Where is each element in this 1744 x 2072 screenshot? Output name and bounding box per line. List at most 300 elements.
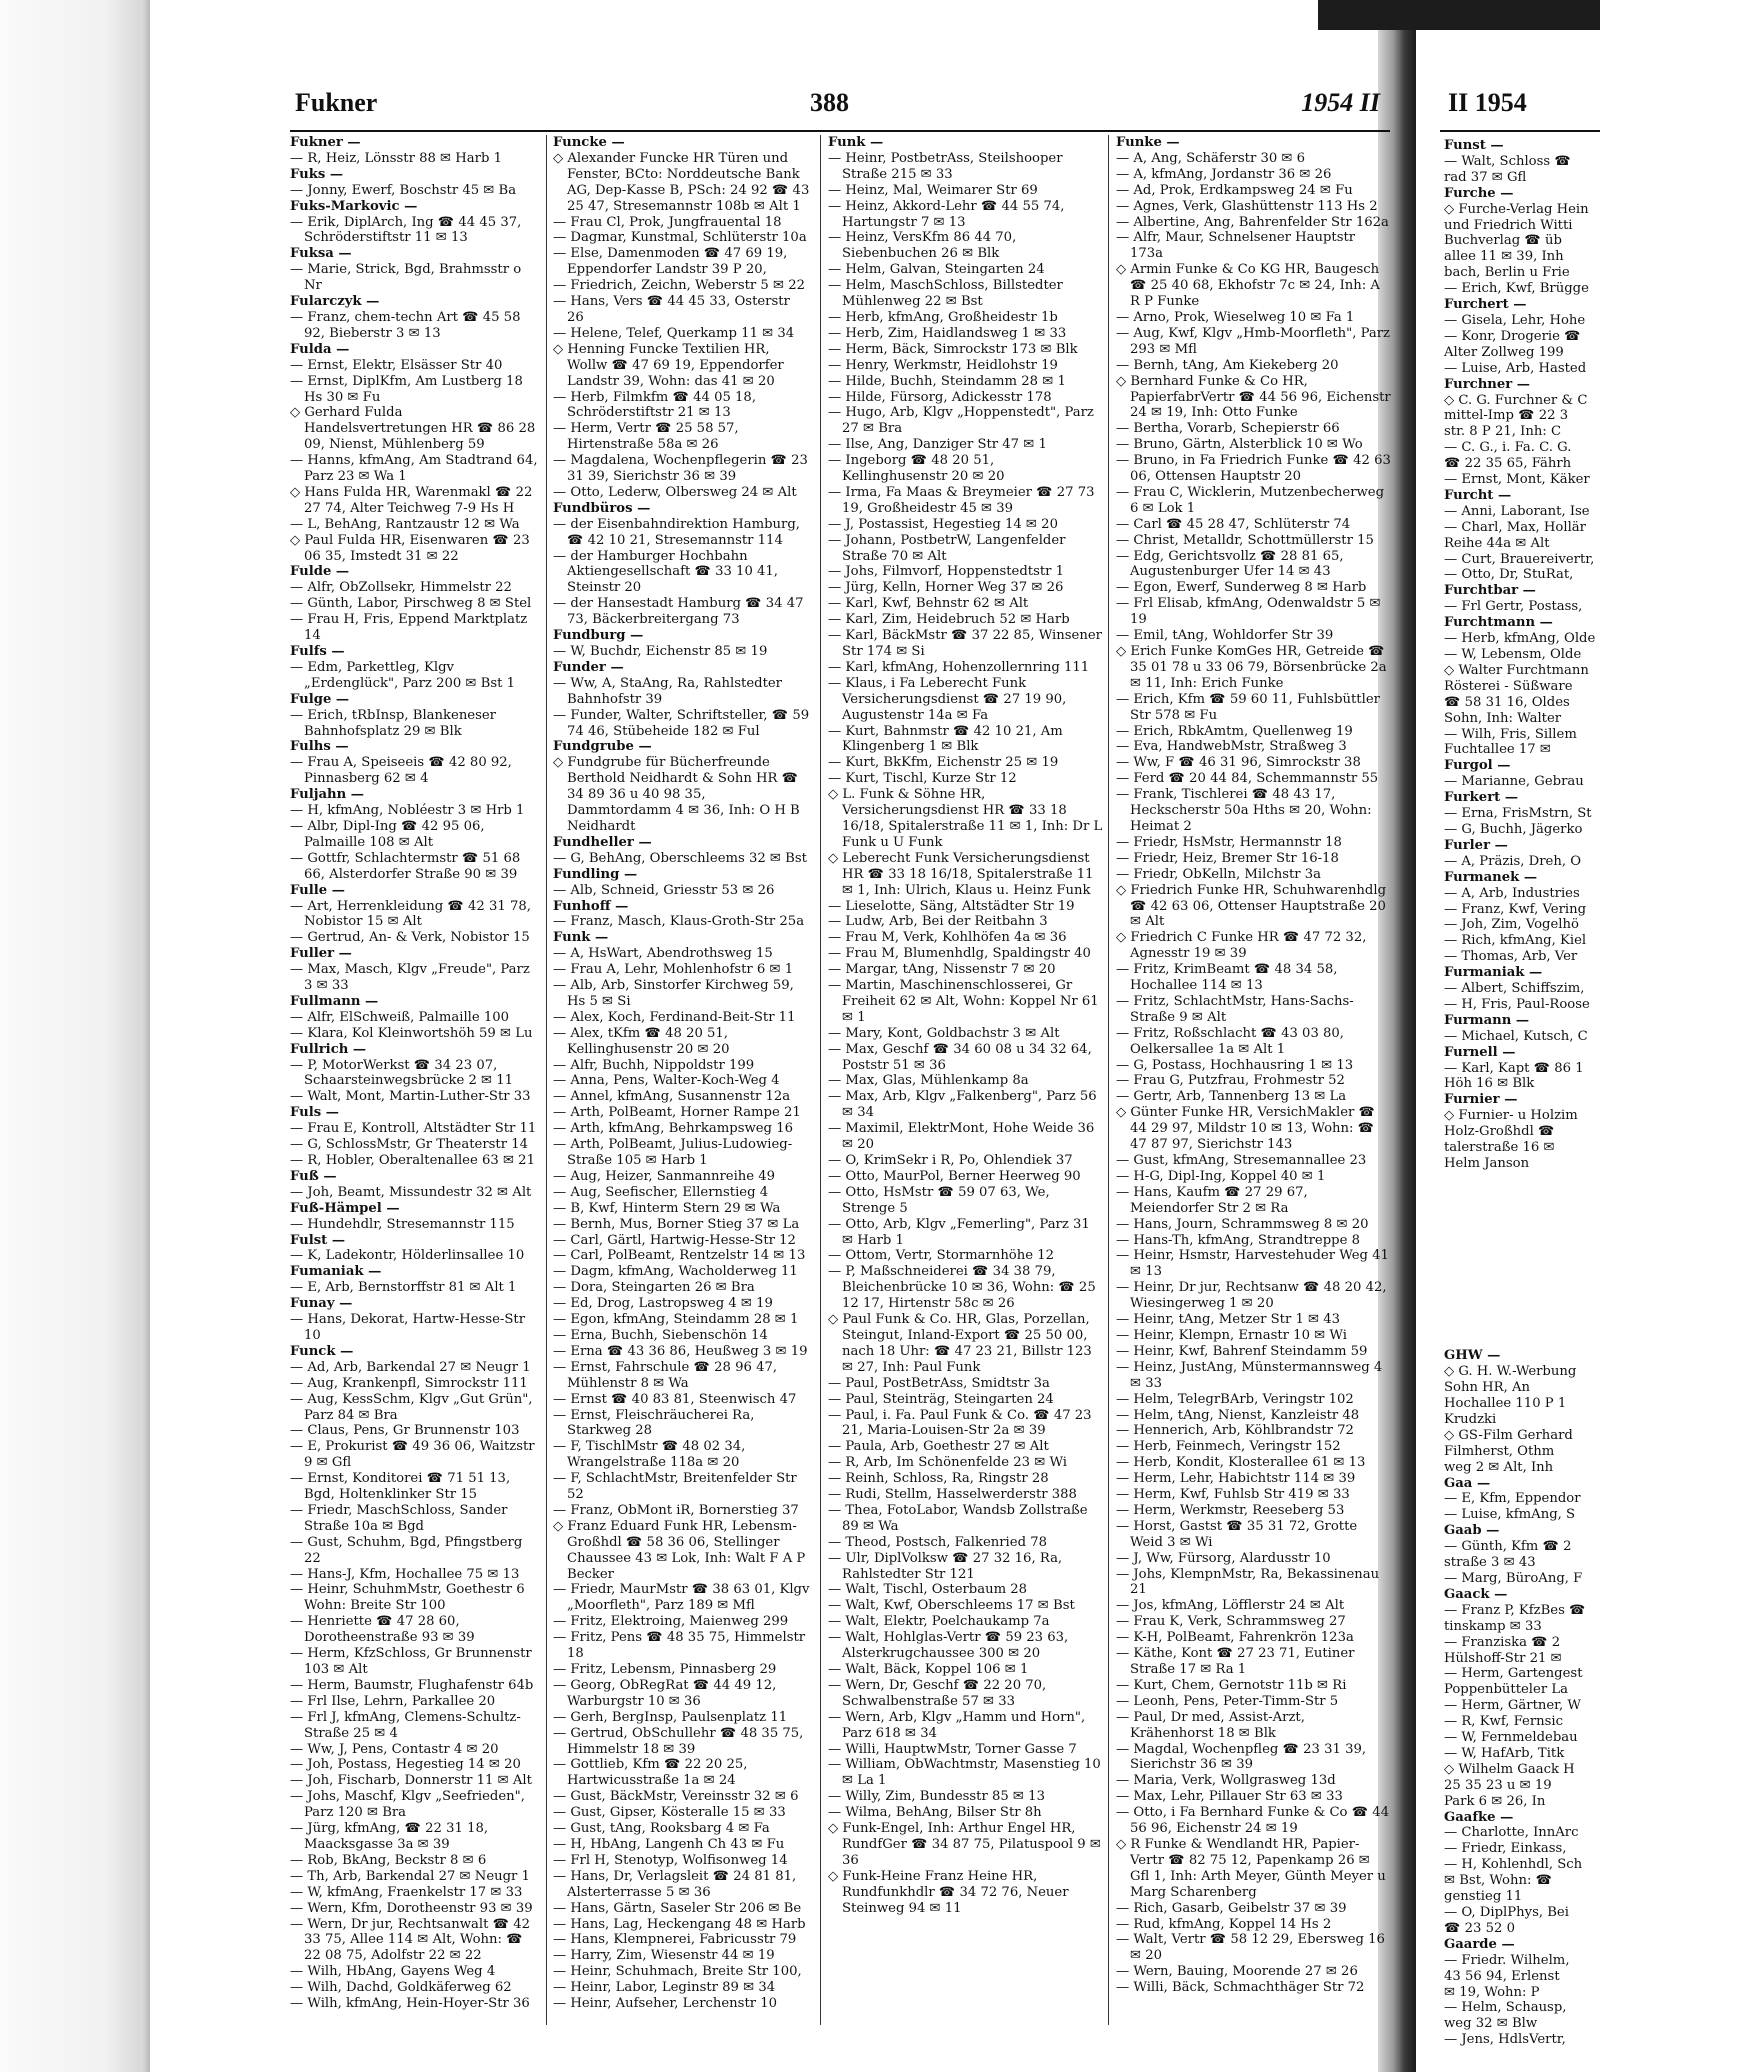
person-entry: — Erich, tRbInsp, Blankeneser Bahnhofsplatz 29 ✉ Blk (290, 707, 496, 739)
person-entry: — Frl J, kfmAng, Clemens-Schultz-Straße 25 ✉ 4 (290, 1709, 521, 1741)
person-entry: — Bruno, Gärtn, Alsterblick 10 ✉ Wo (1116, 437, 1363, 453)
firm-entry: ◇ Friedrich C Funke HR ☎ 47 72 32, Agnesstr 19 ✉ 39 (1116, 930, 1367, 962)
column-divider (820, 135, 821, 2025)
person-entry: — Georg, ObRegRat ☎ 44 49 12, Warburgstr 10 ✉ 36 (553, 1677, 777, 1709)
person-entry: — J, Ww, Fürsorg, Alardusstr 10 (1116, 1550, 1331, 1566)
person-entry: — Hans, Kaufm ☎ 27 29 67, Meiendorfer Str 2 ✉ Ra (1116, 1184, 1308, 1216)
person-entry: — Friedr, MaschSchloss, Sander Straße 10a ✉ Bgd (290, 1502, 508, 1534)
surname-heading: Furmaniak — (1444, 965, 1543, 981)
person-entry: — Frl Gertr, Postass, (1444, 599, 1583, 615)
person-entry: — Willy, Zim, Bundesstr 85 ✉ 13 (828, 1789, 1045, 1805)
person-entry: — Charlotte, InnArc (1444, 1825, 1579, 1841)
person-entry: Sohn, Inh: Walter (1444, 710, 1562, 726)
firm-entry: ◇ Funk-Heine Franz Heine HR, Rundfunkhdlr ☎ 34 72 76, Neuer Steinweg 94 ✉ 11 (828, 1868, 1069, 1916)
person-entry: — Wilma, BehAng, Bilser Str 8h (828, 1805, 1042, 1821)
person-entry: — Hans, Journ, Schrammsweg 8 ✉ 20 (1116, 1216, 1369, 1232)
person-entry: — Karl, Zim, Heidebruch 52 ✉ Harb (828, 612, 1070, 628)
person-entry: — F, TischlMstr ☎ 48 02 34, Wrangelstraße 118a ✉ 20 (553, 1439, 746, 1471)
surname-heading: Fuks — (290, 166, 344, 182)
person-entry: — Bernh, Mus, Borner Stieg 37 ✉ La (553, 1216, 800, 1232)
person-entry: — Hugo, Arb, Klgv „Hoppenstedt", Parz 27 ✉ Bra (828, 405, 1094, 437)
person-entry: — Walt, Vertr ☎ 58 12 29, Ebersweg 16 ✉ 20 (1116, 1932, 1385, 1964)
column-right-page (1444, 138, 1744, 2048)
person-entry: — Dagmar, Kunstmal, Schlüterstr 10a (553, 230, 807, 246)
person-entry: — Max, Arb, Klgv „Falkenberg", Parz 56 ✉ 34 (828, 1089, 1097, 1121)
person-entry: — Dagm, kfmAng, Wacholderweg 11 (553, 1264, 798, 1280)
person-entry: — Michael, Kutsch, C (1444, 1028, 1588, 1044)
firm-entry: ◇ Paul Funk & Co. HR, Glas, Porzellan, Steingut, Inland-Export ☎ 25 50 00, nach 18 Uhr: ☎ 47 23 21, Billstr 123 ✉ 27, Inh: Paul Funk (828, 1312, 1092, 1375)
surname-heading: Furche — (1444, 185, 1514, 201)
person-entry: — Ernst, Elektr, Elsässer Str 40 (290, 357, 503, 373)
person-entry: — F, SchlachtMstr, Breitenfelder Str 52 (553, 1471, 797, 1503)
person-entry: Reihe 44a ✉ Alt (1444, 535, 1550, 551)
person-entry: — Heinr, Aufseher, Lerchenstr 10 (553, 1996, 778, 2012)
person-entry: — Hennerich, Arb, Köhlbrandstr 72 (1116, 1423, 1354, 1439)
person-entry: — Walt, Elektr, Poelchaukamp 7a (828, 1614, 1050, 1630)
person-entry: — Joh, Beamt, Missundestr 32 ✉ Alt (290, 1184, 532, 1200)
person-entry: — Wilh, Fris, Sillem (1444, 726, 1577, 742)
person-entry: — Frank, Tischlerei ☎ 48 43 17, Heckscherstr 50a Hths ✉ 20, Wohn: Heimat 2 (1116, 787, 1372, 834)
person-entry: — Jonny, Ewerf, Boschstr 45 ✉ Ba (290, 182, 517, 198)
person-entry: — Klaus, i Fa Leberecht Funk Versicherungsdienst ☎ 27 19 90, Augustenstr 14a ✉ Fa (828, 675, 1067, 723)
person-entry: — Friedr, HsMstr, Hermannstr 18 (1116, 834, 1342, 850)
person-entry: — Frau K, Verk, Schrammsweg 27 (1116, 1614, 1346, 1630)
person-entry: — Ed, Drog, Lastropsweg 4 ✉ 19 (553, 1296, 773, 1312)
person-entry: — Max, Geschf ☎ 34 60 08 u 34 32 64, Poststr 51 ✉ 36 (828, 1041, 1092, 1073)
person-entry: Buchverlag ☎ üb (1444, 233, 1562, 249)
person-entry: — Ludw, Arb, Bei der Reitbahn 3 (828, 914, 1048, 930)
person-entry: — Luise, kfmAng, S (1444, 1507, 1576, 1523)
person-entry: ☎ 58 31 16, Oldes (1444, 694, 1570, 710)
running-head (290, 80, 1390, 132)
person-entry: — P, Maßschneiderei ☎ 34 38 79, Bleichenbrücke 10 ✉ 36, Wohn: ☎ 25 12 17, Hirtenstr 58c ✉ 26 (828, 1264, 1096, 1312)
surname-heading: Fundheller — (553, 834, 652, 850)
person-entry: — Walt, Tischl, Osterbaum 28 (828, 1582, 1028, 1598)
person-entry: und Friedrich Witti (1444, 217, 1573, 233)
person-entry: — R, Heiz, Lönsstr 88 ✉ Harb 1 (290, 150, 502, 166)
person-entry: — Ernst, Fahrschule ☎ 28 96 47, Mühlenstr 8 ✉ Wa (553, 1359, 778, 1391)
person-entry: Helm Janson (1444, 1156, 1530, 1171)
person-entry: — Walt, Schloss ☎ (1444, 153, 1571, 169)
person-entry: — Herm, Gärtner, W (1444, 1698, 1581, 1714)
person-entry: — Frl Elisab, kfmAng, Odenwaldstr 5 ✉ 19 (1116, 596, 1381, 628)
person-entry: — Paul, PostBetrAss, Smidtstr 3a (828, 1375, 1050, 1391)
firm-entry: ◇ Fundgrube für Bücherfreunde Berthold Neidhardt & Sohn HR ☎ 34 89 36 u 40 98 35, Dammtordamm 4 ✉ 36, Inh: O H B Neidhardt (553, 755, 800, 834)
person-entry: — Friedr, Einkass, (1444, 1841, 1567, 1857)
person-entry: — Herm, Vertr ☎ 25 58 57, Hirtenstraße 58a ✉ 26 (553, 421, 739, 453)
surname-heading: Fuls — (290, 1105, 339, 1121)
person-entry: — Hans, Klempnerei, Fabricusstr 79 (553, 1932, 797, 1948)
person-entry: — Heinr, Labor, Leginstr 89 ✉ 34 (553, 1980, 776, 1996)
person-entry: — Annel, kfmAng, Susannenstr 12a (553, 1089, 791, 1105)
person-entry: ☎ 23 52 0 (1444, 1920, 1515, 1936)
person-entry: — Max, Lehr, Pillauer Str 63 ✉ 33 (1116, 1789, 1343, 1805)
person-entry: ☎ 22 35 65, Fährh (1444, 456, 1572, 472)
person-entry: — Ilse, Ang, Danziger Str 47 ✉ 1 (828, 437, 1047, 453)
person-entry: tinskamp ✉ 33 (1444, 1618, 1542, 1634)
person-entry: — Arth, PolBeamt, Julius-Ludowieg-Straße 105 ✉ Harb 1 (553, 1137, 793, 1168)
person-entry: — Frau Cl, Prok, Jungfrauental 18 (553, 214, 782, 230)
person-entry: ✉ 19, Wohn: P (1444, 1984, 1540, 2000)
person-entry: — Ernst, Mont, Käker (1444, 472, 1590, 488)
page-margin-left (0, 0, 150, 2072)
directory-columns (290, 135, 1390, 2035)
person-entry: — Hundehdlr, Stresemannstr 115 (290, 1216, 515, 1232)
person-entry: mittel-Imp ☎ 22 3 (1444, 408, 1569, 424)
surname-heading: Furgol — (1444, 758, 1511, 774)
surname-heading: Furchert — (1444, 297, 1527, 313)
person-entry: — Klara, Kol Kleinwortshöh 59 ✉ Lu (290, 1025, 533, 1041)
surname-heading: Fundburg — (553, 628, 644, 644)
person-entry: — Otto, HsMstr ☎ 59 07 63, We, Strenge 5 (828, 1184, 1050, 1216)
person-entry: — Gust, BäckMstr, Vereinsstr 32 ✉ 6 (553, 1789, 799, 1805)
person-entry: — Ottom, Vertr, Stormarnhöhe 12 (828, 1248, 1055, 1264)
surname-heading: Fulhs — (290, 739, 349, 755)
person-entry: — Magdal, Wochenpfleg ☎ 23 31 39, Sierichstr 36 ✉ 39 (1116, 1741, 1367, 1773)
person-entry: — Friedr, ObKelln, Milchstr 3a (1116, 866, 1322, 882)
firm-entry: ◇ Furche-Verlag Hein (1444, 201, 1589, 217)
person-entry: — Wern, Dr jur, Rechtsanwalt ☎ 42 33 75, Allee 114 ✉ Alt, Wohn: ☎ 22 08 75, Adolfstr 22 ✉ 22 (290, 1916, 531, 1964)
surname-heading: Furchtbar — (1444, 583, 1536, 599)
person-entry: — Karl, kfmAng, Hohenzollernring 111 (828, 659, 1090, 675)
person-entry: — Wern, Bauing, Moorende 27 ✉ 26 (1116, 1964, 1358, 1980)
surname-heading: Fumaniak — (290, 1264, 382, 1280)
person-entry: — R, Arb, Im Schönenfelde 23 ✉ Wi (828, 1455, 1067, 1471)
surname-heading: Fundling — (553, 866, 638, 882)
person-entry: — Jürg, kfmAng, ☎ 22 31 18, Maacksgasse 3a ✉ 39 (290, 1821, 489, 1852)
person-entry: — Hans, Dr, Verlagsleit ☎ 24 81 81, Alsterterrasse 5 ✉ 36 (553, 1868, 797, 1900)
person-entry: — Frau A, Lehr, Mohlenhofstr 6 ✉ 1 (553, 962, 794, 978)
person-entry: — Hans-J, Kfm, Hochallee 75 ✉ 13 (290, 1566, 520, 1582)
person-entry: — K, Ladekontr, Hölderlinsallee 10 (290, 1248, 525, 1264)
person-entry: — Wilh, HbAng, Gayens Weg 4 (290, 1964, 496, 1980)
person-entry: — Jos, kfmAng, Löfflerstr 24 ✉ Alt (1116, 1598, 1345, 1614)
person-entry: — Jürg, Kelln, Horner Weg 37 ✉ 26 (828, 580, 1064, 596)
person-entry: — Erik, DiplArch, Ing ☎ 44 45 37, Schröderstiftstr 11 ✉ 13 (290, 214, 522, 246)
person-entry: 25 35 23 u ✉ 19 (1444, 1777, 1552, 1793)
person-entry: — Henry, Werkmstr, Heidlohstr 19 (828, 357, 1058, 373)
person-entry: — Heinr, Schuhmach, Breite Str 100, (553, 1964, 802, 1980)
person-entry: Hochallee 110 P 1 (1444, 1396, 1567, 1411)
running-head-right-page: II 1954 (1448, 88, 1527, 117)
person-entry: — Arth, PolBeamt, Horner Rampe 21 (553, 1105, 801, 1121)
person-entry: — Heinr, tAng, Metzer Str 1 ✉ 43 (1116, 1312, 1341, 1328)
person-entry: — Ulr, DiplVolksw ☎ 27 32 16, Ra, Rahlstedter Str 121 (828, 1550, 1063, 1582)
column-4 (1116, 135, 1391, 2035)
person-entry: — Bertha, Vorarb, Schepierstr 66 (1116, 421, 1340, 437)
person-entry: — Alfr, Buchh, Nippoldstr 199 (553, 1057, 755, 1073)
surname-heading: Furler — (1444, 837, 1508, 853)
surname-heading: Fullrich — (290, 1041, 367, 1057)
person-entry: — Arno, Prok, Wieselweg 10 ✉ Fa 1 (1116, 309, 1355, 325)
person-entry: — Ernst ☎ 40 83 81, Steenwisch 47 (553, 1391, 797, 1407)
person-entry: — Frau H, Fris, Eppend Marktplatz 14 (290, 612, 528, 644)
person-entry: — Alex, Koch, Ferdinand-Beit-Str 11 (553, 1009, 796, 1025)
firm-entry: ◇ Bernhard Funke & Co HR, PapierfabrVertr ☎ 44 56 96, Eichenstr 24 ✉ 19, Inh: Otto Funke (1116, 373, 1391, 421)
person-entry: — Funder, Walter, Schriftsteller, ☎ 59 74 46, Stübeheide 182 ✉ Ful (553, 707, 810, 739)
person-entry: — Walt, Mont, Martin-Luther-Str 33 (290, 1089, 531, 1105)
person-entry: — Alfr, Maur, Schnelsener Hauptstr 173a (1116, 230, 1356, 262)
person-entry: str. 8 P 21, Inh: C (1444, 424, 1562, 440)
person-entry: — Th, Arb, Barkendal 27 ✉ Neugr 1 (290, 1868, 530, 1884)
surname-heading: Funck — (290, 1343, 354, 1359)
person-entry: — Paul, i. Fa. Paul Funk & Co. ☎ 47 23 21, Maria-Louisen-Str 2a ✉ 39 (828, 1407, 1092, 1439)
person-entry: — Rob, BkAng, Beckstr 8 ✉ 6 (290, 1852, 487, 1868)
person-entry: — Gottlieb, Kfm ☎ 22 20 25, Hartwicusstraße 1a ✉ 24 (553, 1757, 748, 1789)
person-entry: — Ad, Prok, Erdkampsweg 24 ✉ Fu (1116, 182, 1353, 198)
surname-heading: Gaack — (1444, 1586, 1508, 1602)
person-entry: — Mary, Kont, Goldbachstr 3 ✉ Alt (828, 1025, 1060, 1041)
surname-heading: Fulfs — (290, 644, 345, 659)
person-entry: — Hans, Vers ☎ 44 45 33, Osterstr 26 (553, 294, 790, 325)
person-entry: — E, Kfm, Eppendor (1444, 1491, 1581, 1507)
surname-heading: Fuks-Markovic — (290, 198, 418, 214)
person-entry: — O, KrimSekr i R, Po, Ohlendiek 37 (828, 1153, 1073, 1168)
person-entry: — Walt, Hohlglas-Vertr ☎ 59 23 63, Alsterkrugchaussee 300 ✉ 20 (828, 1630, 1069, 1662)
person-entry: — Maria, Verk, Wollgrasweg 13d (1116, 1773, 1336, 1789)
person-entry: — Hans, Dekorat, Hartw-Hesse-Str 10 (290, 1312, 525, 1343)
person-entry: — H, Fris, Paul-Roose (1444, 996, 1590, 1012)
person-entry: — Aug, Seefischer, Ellernstieg 4 (553, 1184, 769, 1200)
person-entry: — Erich, Kfm ☎ 59 60 11, Fuhlsbüttler Str 578 ✉ Fu (1116, 691, 1380, 723)
surname-heading: Fulst — (290, 1232, 346, 1248)
person-entry: — Arth, kfmAng, Behrkampsweg 16 (553, 1121, 793, 1137)
person-entry: — Magdalena, Wochenpflegerin ☎ 23 31 39, Sierichstr 36 ✉ 39 (553, 453, 808, 485)
person-entry: — Herm, Werkmstr, Reeseberg 53 (1116, 1502, 1345, 1518)
person-entry: — Ernst, Fleischräucherei Ra, Starkweg 28 (553, 1407, 755, 1439)
person-entry: — Egon, Ewerf, Sunderweg 8 ✉ Harb (1116, 580, 1367, 596)
person-entry: — Otto, Lederw, Olbersweg 24 ✉ Alt (553, 484, 797, 500)
person-entry: weg 2 ✉ Alt, Inh (1444, 1459, 1554, 1475)
person-entry: Poppenbütteler La (1444, 1682, 1568, 1698)
surname-heading: Funke — (1116, 135, 1180, 150)
section-gap (1444, 1185, 1744, 1335)
person-entry: — Emil, tAng, Wohldorfer Str 39 (1116, 628, 1334, 644)
person-entry: — Gust, kfmAng, Stresemannallee 23 (1116, 1153, 1367, 1168)
person-entry: — G, SchlossMstr, Gr Theaterstr 14 (290, 1137, 528, 1153)
person-entry: — Willi, Bäck, Schmachthäger Str 72 (1116, 1980, 1365, 1996)
person-entry: — W, HafArb, Titk (1444, 1745, 1565, 1761)
firm-entry: ◇ Franz Eduard Funk HR, Lebensm-Großhdl ☎ 58 36 06, Stellinger Chaussee 43 ✉ Lok, Inh: Walt F A P Becker (553, 1518, 806, 1582)
person-entry: — P, MotorWerkst ☎ 34 23 07, Schaarsteinwegsbrücke 2 ✉ 11 (290, 1057, 514, 1089)
person-entry: — Gust, Schuhm, Bgd, Pfingstberg 22 (290, 1534, 523, 1566)
person-entry: — Albr, Dipl-Ing ☎ 42 95 06, Palmaille 108 ✉ Alt (290, 818, 485, 850)
surname-heading: Furmann — (1444, 1012, 1530, 1028)
firm-entry: ◇ Friedrich Funke HR, Schuhwarenhdlg ☎ 42 63 06, Ottenser Hauptstraße 20 ✉ Alt (1116, 882, 1387, 930)
person-entry: — W, Lebensm, Olde (1444, 647, 1582, 662)
person-entry: — Paul, Steinträg, Steingarten 24 (828, 1391, 1054, 1407)
person-entry: — Albert, Schiffszim, (1444, 981, 1585, 997)
person-entry: — Kurt, Chem, Gernotstr 11b ✉ Ri (1116, 1677, 1347, 1693)
person-entry: Rösterei - Süßware (1444, 678, 1573, 694)
person-entry: — Helm, Schausp, (1444, 2000, 1567, 2016)
person-entry: — Herm, Gartengest (1444, 1666, 1583, 1682)
surname-heading: Fukner — (290, 135, 361, 150)
surname-heading: Furchner — (1444, 376, 1530, 392)
person-entry: — Art, Herrenkleidung ☎ 42 31 78, Nobistor 15 ✉ Alt (290, 898, 531, 930)
person-entry: Hülshoff-Str 21 ✉ (1444, 1650, 1562, 1666)
surname-heading: Furnier — (1444, 1092, 1518, 1108)
person-entry: — Heinz, Akkord-Lehr ☎ 44 55 74, Hartungstr 7 ✉ 13 (828, 198, 1065, 230)
person-entry: — Helene, Telef, Querkamp 11 ✉ 34 (553, 325, 795, 341)
person-entry: — Friedrich, Zeichn, Weberstr 5 ✉ 22 (553, 278, 806, 294)
person-entry: Holz-Großhdl ☎ (1444, 1124, 1555, 1140)
person-entry: — Heinz, JustAng, Münstermannsweg 4 ✉ 33 (1116, 1359, 1383, 1391)
person-entry: — W, Fernmeldebau (1444, 1730, 1578, 1746)
person-entry: — Frau A, Speiseeis ☎ 42 80 92, Pinnasberg 62 ✉ 4 (290, 755, 512, 787)
person-entry: — J, Postassist, Hegestieg 14 ✉ 20 (828, 516, 1058, 532)
person-entry: — H, kfmAng, Nobléestr 3 ✉ Hrb 1 (290, 803, 525, 819)
person-entry: — Herm, Bäck, Simrockstr 173 ✉ Blk (828, 341, 1078, 357)
person-entry: — Erna, FrisMstrn, St (1444, 806, 1592, 822)
column-divider (546, 135, 547, 2025)
person-entry: — Henriette ☎ 47 28 60, Dorotheenstraße 93 ✉ 39 (290, 1614, 475, 1646)
person-entry: — Ad, Arb, Barkendal 27 ✉ Neugr 1 (290, 1359, 531, 1375)
person-entry: — Joh, Zim, Vogelhö (1444, 917, 1579, 933)
person-entry: — Rud, kfmAng, Koppel 14 Hs 2 (1116, 1916, 1332, 1932)
person-entry: — der Eisenbahndirektion Hamburg, ☎ 42 10 21, Stresemannstr 114 (553, 516, 800, 548)
person-entry: — R, Hobler, Oberaltenallee 63 ✉ 21 (290, 1153, 535, 1168)
directory-page-right-fragment (1440, 80, 1600, 2048)
person-entry: — Johann, PostbetrW, Langenfelder Straße 70 ✉ Alt (828, 532, 1066, 564)
person-entry: — Alfr, ObZollsekr, Himmelstr 22 (290, 580, 512, 596)
person-entry: ✉ Bst, Wohn: ☎ (1444, 1873, 1553, 1889)
person-entry: — Ernst, DiplKfm, Am Lustberg 18 Hs 30 ✉ Fu (290, 373, 523, 405)
person-entry: — Johs, Filmvorf, Hoppenstedtstr 1 (828, 564, 1065, 580)
person-entry: — Franziska ☎ 2 (1444, 1634, 1561, 1650)
person-entry: bach, Berlin u Frie (1444, 265, 1570, 281)
person-entry: — Otto, Arb, Klgv „Femerling", Parz 31 ✉ Harb 1 (828, 1216, 1090, 1248)
person-entry: — Else, Damenmoden ☎ 47 69 19, Eppendorfer Landstr 39 P 20, (553, 246, 788, 278)
person-entry: — Thomas, Arb, Ver (1444, 949, 1578, 965)
person-entry: — Martin, Maschinenschlosserei, Gr Freiheit 62 ✉ Alt, Wohn: Koppel Nr 61 ✉ 1 (828, 978, 1099, 1025)
person-entry: — Reinh, Schloss, Ra, Ringstr 28 (828, 1471, 1049, 1487)
person-entry: — William, ObWachtmstr, Masenstieg 10 ✉ La 1 (828, 1757, 1101, 1789)
person-entry: — Heinr, Klempn, Ernastr 10 ✉ Wi (1116, 1327, 1347, 1343)
person-entry: — Erna ☎ 43 36 86, Heußweg 3 ✉ 19 (553, 1343, 808, 1359)
firm-entry: ◇ Gerhard Fulda Handelsvertretungen HR ☎ 86 28 09, Nienst, Mühlenberg 59 (290, 405, 536, 453)
firm-entry: ◇ Günter Funke HR, VersichMakler ☎ 44 29 97, Mildstr 10 ✉ 13, Wohn: ☎ 47 87 97, Sierichstr 143 (1116, 1105, 1375, 1153)
person-entry: — Frau C, Wicklerin, Mutzenbecherweg 6 ✉ Lok 1 (1116, 484, 1385, 516)
person-entry: weg 32 ✉ Blw (1444, 2016, 1538, 2032)
person-entry: — Gust, tAng, Rooksbarg 4 ✉ Fa (553, 1821, 770, 1837)
person-entry: — Frau M, Blumenhdlg, Spaldingstr 40 (828, 946, 1091, 962)
person-entry: — Bruno, in Fa Friedrich Funke ☎ 42 63 06, Ottensen Hauptstr 20 (1116, 453, 1391, 485)
person-entry: — Agnes, Verk, Glashüttenstr 113 Hs 2 (1116, 198, 1378, 214)
surname-heading: Fulle — (290, 882, 345, 898)
person-entry: — Friedr, MaurMstr ☎ 38 63 01, Klgv „Moorfleth", Parz 189 ✉ Mfl (553, 1582, 810, 1614)
person-entry: — Johs, Maschf, Klgv „Seefrieden", Parz 120 ✉ Bra (290, 1789, 525, 1821)
person-entry: — Anni, Laborant, Ise (1444, 503, 1590, 519)
surname-heading: Fuller — (290, 946, 352, 962)
surname-heading: Funcke — (553, 135, 625, 150)
person-entry: — Paula, Arb, Goethestr 27 ✉ Alt (828, 1439, 1049, 1455)
person-entry: — Edg, Gerichtsvollz ☎ 28 81 65, Augustenburger Ufer 14 ✉ 43 (1116, 548, 1344, 580)
person-entry: — Theod, Postsch, Falkenried 78 (828, 1534, 1047, 1550)
surname-heading: Furchtmann — (1444, 615, 1553, 631)
person-entry: — Claus, Pens, Gr Brunnenstr 103 (290, 1423, 520, 1439)
person-entry: — Eva, HandwebMstr, Straßweg 3 (1116, 739, 1347, 755)
person-entry: — Franz, chem-techn Art ☎ 45 58 92, Bieberstr 3 ✉ 13 (290, 309, 521, 341)
person-entry: — Fritz, Lebensm, Pinnasberg 29 (553, 1662, 777, 1677)
person-entry: — L, BehAng, Rantzaustr 12 ✉ Wa (290, 516, 520, 532)
firm-entry: ◇ Paul Fulda HR, Eisenwaren ☎ 23 06 35, Imstedt 31 ✉ 22 (290, 532, 530, 564)
person-entry: — Anna, Pens, Walter-Koch-Weg 4 (553, 1073, 780, 1089)
person-entry: — Aug, Kwf, Klgv „Hmb-Moorfleth", Parz 293 ✉ Mfl (1116, 325, 1390, 357)
person-entry: — W, Buchdr, Eichenstr 85 ✉ 19 (553, 644, 768, 659)
person-entry: Fuchtallee 17 ✉ (1444, 742, 1551, 758)
person-entry: — Herm, Kwf, Fuhlsb Str 419 ✉ 33 (1116, 1487, 1350, 1503)
person-entry: — Aug, KessSchm, Klgv „Gut Grün", Parz 84 ✉ Bra (290, 1391, 533, 1423)
person-entry: — Herb, Kondit, Klosterallee 61 ✉ 13 (1116, 1455, 1366, 1471)
person-entry: Sohn HR, An (1444, 1380, 1530, 1396)
running-head-keyword: Fukner (295, 88, 378, 117)
person-entry: straße 3 ✉ 43 (1444, 1555, 1536, 1571)
person-entry: — Frl H, Stenotyp, Wolfisonweg 14 (553, 1852, 788, 1868)
person-entry: — Dora, Steingarten 26 ✉ Bra (553, 1280, 755, 1296)
person-entry: — Herb, Feinmech, Veringstr 152 (1116, 1439, 1341, 1455)
surname-heading: Fullmann — (290, 993, 379, 1009)
surname-heading: Fuß-Hämpel — (290, 1200, 400, 1216)
person-entry: — Fritz, Roßschlacht ☎ 43 03 80, Oelkersallee 1a ✉ Alt 1 (1116, 1025, 1344, 1057)
person-entry: — A, kfmAng, Jordanstr 36 ✉ 26 (1116, 166, 1332, 182)
person-entry: — Aug, Krankenpfl, Simrockstr 111 (290, 1375, 528, 1391)
firm-entry: ◇ Armin Funke & Co KG HR, Baugesch ☎ 25 40 68, Ekhofstr 7c ✉ 24, Inh: A R P Funke (1116, 262, 1380, 310)
person-entry: — Hilde, Buchh, Steindamm 28 ✉ 1 (828, 373, 1066, 389)
person-entry: — Marie, Strick, Bgd, Brahmsstr o Nr (290, 262, 522, 294)
person-entry: — Konr, Drogerie ☎ (1444, 328, 1581, 344)
person-entry: — Hilde, Fürsorg, Adickesstr 178 (828, 389, 1052, 405)
person-entry: — Helm, Galvan, Steingarten 24 (828, 262, 1045, 278)
person-entry: — Hans, Lag, Heckengang 48 ✉ Harb (553, 1916, 806, 1932)
surname-heading: Fundbüros — (553, 500, 651, 516)
person-entry: — Otto, MaurPol, Berner Heerweg 90 (828, 1168, 1081, 1184)
person-entry: — Ww, F ☎ 46 31 96, Simrockstr 38 (1116, 755, 1361, 771)
person-entry: Krudzki (1444, 1411, 1497, 1427)
column-3 (828, 135, 1103, 2035)
person-entry: — Charl, Max, Hollär (1444, 519, 1586, 535)
person-entry: allee 11 ✉ 39, Inh (1444, 249, 1564, 265)
person-entry: — Thea, FotoLabor, Wandsb Zollstraße 89 ✉ Wa (828, 1502, 1088, 1534)
person-entry: — Heinr, PostbetrAss, Steilshooper Straße 215 ✉ 33 (828, 150, 1063, 182)
person-entry: — Edm, Parkettleg, Klgv „Erdenglück", Parz 200 ✉ Bst 1 (290, 659, 516, 691)
person-entry: — H, HbAng, Langenh Ch 43 ✉ Fu (553, 1836, 785, 1852)
person-entry: — Erich, RbkAmtm, Quellenweg 19 (1116, 723, 1353, 739)
person-entry: — Luise, Arb, Hasted (1444, 360, 1587, 376)
person-entry: — Frl Ilse, Lehrn, Parkallee 20 (290, 1693, 496, 1709)
person-entry: — Max, Masch, Klgv „Freude", Parz 3 ✉ 33 (290, 962, 530, 994)
firm-entry: ◇ C. G. Furchner & C (1444, 392, 1588, 408)
person-entry: — Karl, Kapt ☎ 86 1 (1444, 1060, 1584, 1076)
firm-entry: ◇ Walter Furchtmann (1444, 662, 1589, 678)
person-entry: — G, Buchh, Jägerko (1444, 821, 1583, 837)
person-entry: — W, kfmAng, Fraenkelstr 17 ✉ 33 (290, 1884, 523, 1900)
person-entry: — Franz, Masch, Klaus-Groth-Str 25a (553, 914, 805, 930)
person-entry: — A, HsWart, Abendrothsweg 15 (553, 946, 773, 962)
person-entry: — Rudi, Stellm, Hasselwerderstr 388 (828, 1487, 1077, 1503)
person-entry: — Maximil, ElektrMont, Hohe Weide 36 ✉ 20 (828, 1121, 1095, 1153)
person-entry: — Heinz, VersKfm 86 44 70, Siebenbuchen 26 ✉ Blk (828, 230, 1017, 262)
person-entry: — Gertr, Arb, Tannenberg 13 ✉ La (1116, 1089, 1347, 1105)
person-entry: — Ferd ☎ 20 44 84, Schemmannstr 55 (1116, 771, 1379, 787)
person-entry: — Marg, BüroAng, F (1444, 1570, 1583, 1586)
person-entry: — Ingeborg ☎ 48 20 51, Kellinghusenstr 20 ✉ 20 (828, 453, 1005, 485)
person-entry: — E, Arb, Bernstorffstr 81 ✉ Alt 1 (290, 1280, 517, 1296)
person-entry: — Gisela, Lehr, Hohe (1444, 312, 1586, 328)
person-entry: — Carl ☎ 45 28 47, Schlüterstr 74 (1116, 516, 1351, 532)
person-entry: — Hans, Gärtn, Saseler Str 206 ✉ Be (553, 1900, 802, 1916)
person-entry: — E, Prokurist ☎ 49 36 06, Waitzstr 9 ✉ Gfl (290, 1439, 535, 1471)
